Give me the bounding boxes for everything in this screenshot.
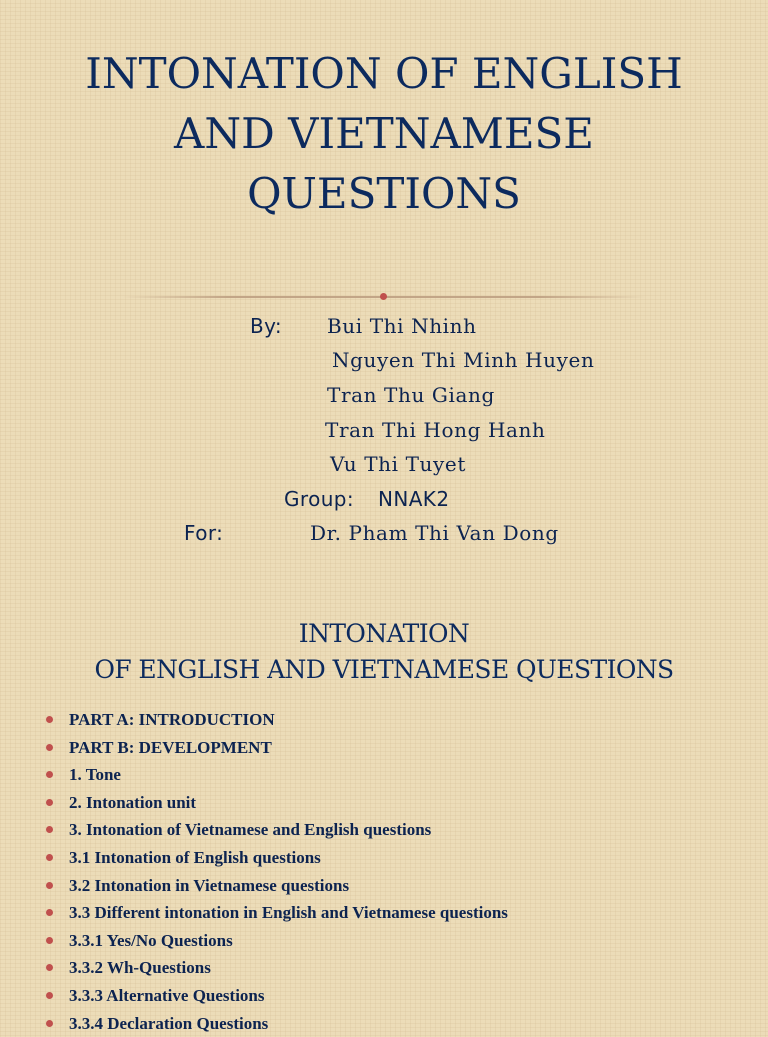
outline-item-label: 3. Intonation of Vietnamese and English questions xyxy=(69,820,432,840)
by-label: By: xyxy=(250,314,283,338)
bullet-icon xyxy=(46,992,53,999)
bullet-icon xyxy=(46,882,53,889)
author-name: Tran Thu Giang xyxy=(327,383,495,407)
bullet-icon xyxy=(46,799,53,806)
outline-item xyxy=(44,927,754,955)
outline-item xyxy=(44,872,754,900)
outline-title-line: OF ENGLISH AND VIETNAMESE QUESTIONS xyxy=(94,655,674,684)
outline-item xyxy=(44,816,754,844)
slide-title xyxy=(40,44,728,224)
bullet-icon xyxy=(46,909,53,916)
outline-item xyxy=(44,844,754,872)
bullet-icon xyxy=(46,854,53,861)
outline-item-label: 2. Intonation unit xyxy=(69,792,197,812)
author-name: Tran Thi Hong Hanh xyxy=(325,418,546,442)
group-value: NNAK2 xyxy=(378,487,450,511)
outline-item-label: PART A: INTRODUCTION xyxy=(69,710,275,729)
outline-list xyxy=(44,706,754,1037)
group-label: Group: xyxy=(284,487,355,511)
outline-item-label: 3.3.1 Yes/No Questions xyxy=(69,930,233,950)
outline-item xyxy=(44,706,754,734)
outline-item-label: PART B: DEVELOPMENT xyxy=(69,737,272,757)
bullet-icon xyxy=(46,1020,53,1027)
outline-title-line: INTONATION xyxy=(298,619,470,648)
slide-title-line: INTONATION OF ENGLISH xyxy=(85,49,683,98)
outline-item xyxy=(44,789,754,817)
outline-item-label: 3.3 Different intonation in English and Vietnamese questions xyxy=(69,903,508,923)
divider-ornament xyxy=(380,293,387,300)
outline-item xyxy=(44,982,754,1010)
author-name: Vu Thi Tuyet xyxy=(330,452,466,476)
outline-item xyxy=(44,899,754,927)
author-name: Nguyen Thi Minh Huyen xyxy=(332,348,595,372)
outline-item xyxy=(44,1010,754,1037)
author-name: Bui Thi Nhinh xyxy=(327,314,477,338)
outline-item-label: 3.3.2 Wh-Questions xyxy=(69,958,211,978)
outline-item-label: 3.2 Intonation in Vietnamese questions xyxy=(69,875,350,895)
bullet-icon xyxy=(46,964,53,971)
bullet-icon xyxy=(46,716,53,723)
outline-item-label: 1. Tone xyxy=(69,765,121,785)
outline-item xyxy=(44,734,754,762)
outline-item-label: 3.3.3 Alternative Questions xyxy=(69,985,265,1005)
bullet-icon xyxy=(46,744,53,751)
outline-title xyxy=(20,616,748,688)
bullet-icon xyxy=(46,937,53,944)
for-label: For: xyxy=(184,521,224,545)
outline-item xyxy=(44,761,754,789)
outline-item xyxy=(44,954,754,982)
slide-title-line: QUESTIONS xyxy=(247,169,521,218)
outline-item-label: 3.3.4 Declaration Questions xyxy=(69,1013,269,1033)
bullet-icon xyxy=(46,826,53,833)
slide-title-line: AND VIETNAMESE xyxy=(174,109,594,158)
outline-item-label: 3.1 Intonation of English questions xyxy=(69,847,321,867)
bullet-icon xyxy=(46,771,53,778)
supervisor-name: Dr. Pham Thi Van Dong xyxy=(310,521,559,545)
